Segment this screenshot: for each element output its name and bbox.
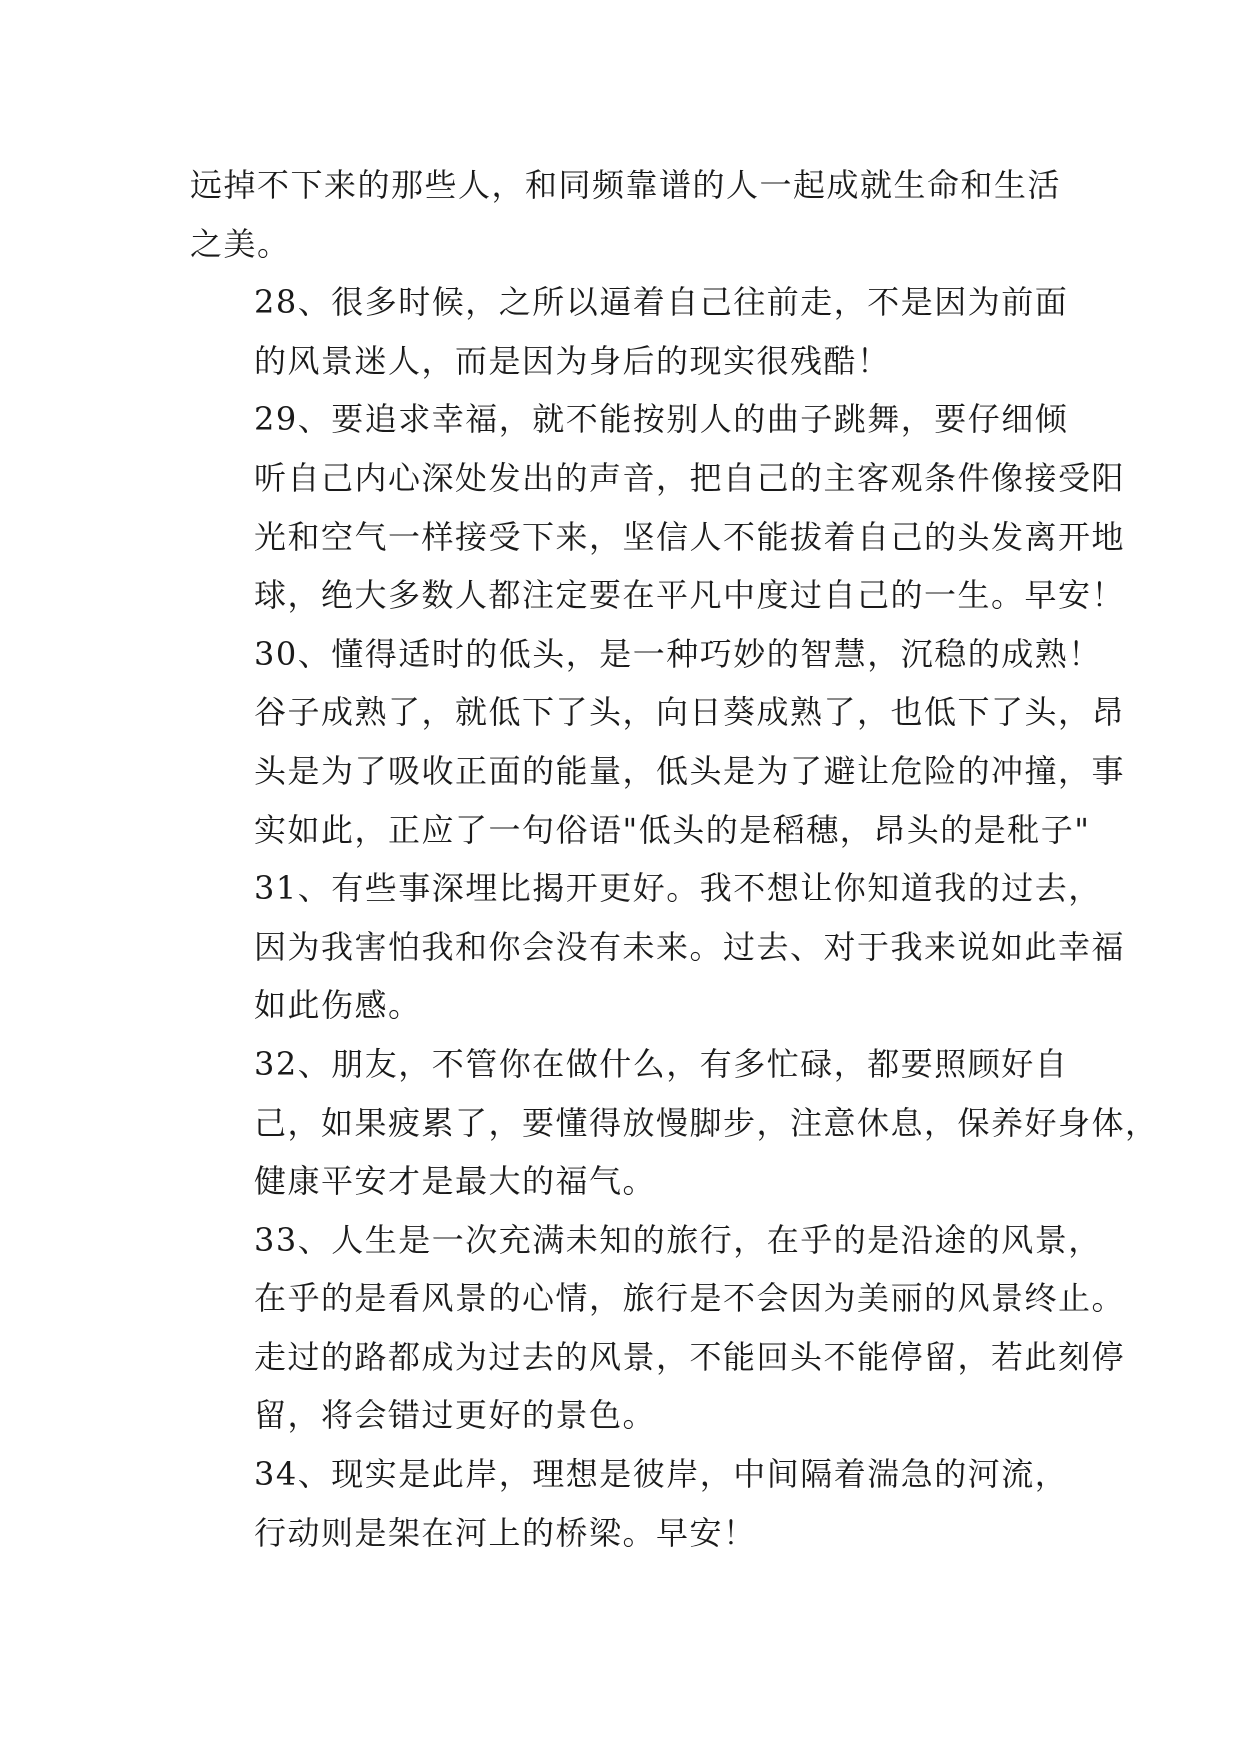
- text-line: 光和空气一样接受下来，坚信人不能拔着自己的头发离开地: [254, 517, 1126, 556]
- paragraph-33: [190, 1211, 1126, 1445]
- text-line: 远掉不下来的那些人，和同频靠谱的人一起成就生命和生活: [190, 166, 1062, 204]
- text-line: 之美。: [190, 224, 291, 263]
- text-line: 头是为了吸收正面的能量，低头是为了避让危险的冲撞，事: [254, 751, 1126, 790]
- paragraph-29: [190, 390, 1126, 624]
- text-line: 听自己内心深处发出的声音，把自己的主客观条件像接受阳: [254, 458, 1126, 497]
- paragraph-34: [190, 1445, 1069, 1562]
- text-line: 行动则是架在河上的桥梁。早安！: [254, 1513, 757, 1552]
- paragraph-28: [190, 273, 1069, 390]
- text-line: 球，绝大多数人都注定要在平凡中度过自己的一生。早安！: [254, 576, 1126, 615]
- text-line: 的风景迷人，而是因为身后的现实很残酷！: [254, 341, 891, 380]
- text-line: 走过的路都成为过去的风景，不能回头不能停留，若此刻停: [254, 1337, 1126, 1376]
- text-line: 31、有些事深埋比揭开更好。我不想让你知道我的过去，: [254, 869, 1102, 908]
- text-line: 如此伤感。: [254, 986, 422, 1025]
- text-line: 谷子成熟了，就低下了头，向日葵成熟了，也低下了头，昂: [254, 693, 1126, 732]
- text-line: 实如此，正应了一句俗语"低头的是稻穗，昂头的是秕子": [254, 810, 1091, 849]
- text-line: 己，如果疲累了，要懂得放慢脚步，注意休息，保养好身体，: [254, 1103, 1159, 1142]
- paragraph-31: [190, 859, 1126, 1035]
- text-line: 30、懂得适时的低头，是一种巧妙的智慧，沉稳的成熟！: [254, 634, 1102, 673]
- text-line: 34、现实是此岸，理想是彼岸，中间隔着湍急的河流，: [254, 1455, 1069, 1494]
- text-line: 33、人生是一次充满未知的旅行，在乎的是沿途的风景，: [254, 1220, 1102, 1259]
- document-body: [190, 156, 1159, 1562]
- paragraph-30: [190, 625, 1126, 859]
- text-line: 32、朋友，不管你在做什么，有多忙碌，都要照顾好自: [254, 1044, 1069, 1083]
- paragraph-32: [190, 1035, 1159, 1211]
- text-line: 留，将会错过更好的景色。: [254, 1396, 657, 1435]
- text-line: 健康平安才是最大的福气。: [254, 1162, 657, 1201]
- text-line: 因为我害怕我和你会没有未来。过去、对于我来说如此幸福: [254, 927, 1126, 966]
- text-line: 28、很多时候，之所以逼着自己往前走，不是因为前面: [254, 283, 1069, 322]
- text-line: 在乎的是看风景的心情，旅行是不会因为美丽的风景终止。: [254, 1279, 1126, 1318]
- text-line: 29、要追求幸福，就不能按别人的曲子跳舞，要仔细倾: [254, 400, 1069, 439]
- paragraph-continuation: [190, 156, 1062, 273]
